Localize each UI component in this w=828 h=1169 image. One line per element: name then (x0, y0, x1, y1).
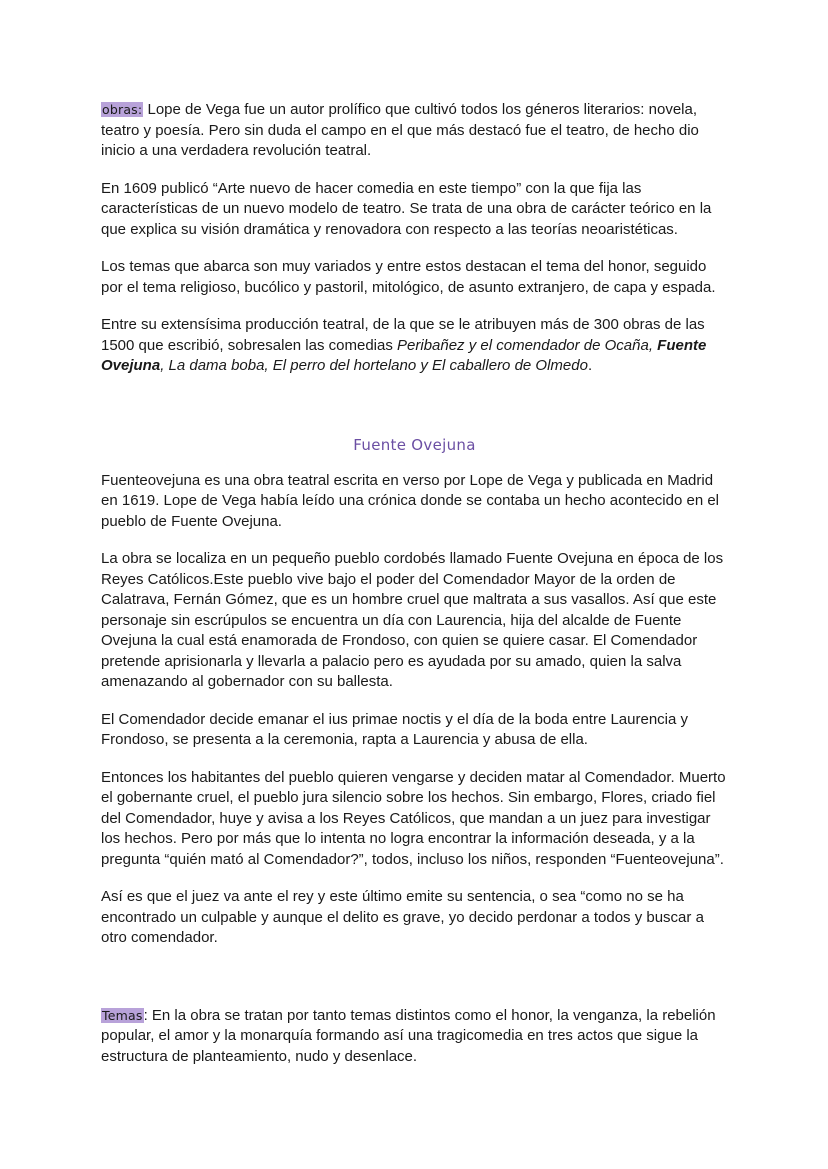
obras-paragraph-3: Los temas que abarca son muy variados y entre estos destacan el tema del honor, seguido por el tema religioso, bucólico y pastoril, mitológico, de asunto extranjero, de capa y espada. (101, 258, 716, 296)
fuente-paragraph-2: La obra se localiza en un pequeño pueblo cordobés llamado Fuente Ovejuna en época de los Reyes Católicos.Este pueblo vive bajo el poder del Comendador Mayor de la orden de Calatrava, Fernán Gómez, que es un hombre cruel que maltrata a sus vasallos. Así que este personaje sin escrúpulos se encuentra un día con Laurencia, hija del alcalde de Fuente Ovejuna la cual está enamorada de Frondoso, con quien se quiere casar. El Comendador pretende aprisionarla y llevarla a palacio pero es ayudada por su amado, quien la salva amenazando al gobernador con su ballesta. (101, 550, 724, 690)
temas-text: : En la obra se tratan por tanto temas distintos como el honor, la venganza, la rebelión popular, el amor y la monarquía formando así una tragicomedia en tres actos que sigue la estructura de planteamiento, nudo y desenlace. (101, 1006, 716, 1065)
obras-p4-italic1: Peribañez y el comendador de Ocaña, (397, 336, 658, 354)
obras-p4-start: Entre su extensísima producción teatral, de la que se le atribuyen más de 300 obras de las 1500 que escribió, sobresalen las comedias (101, 316, 705, 354)
fuente-paragraph-3: El Comendador decide emanar el ius primae noctis y el día de la boda entre Laurencia y Frondoso, se presenta a la ceremonia, rapta a Laurencia y abusa de ella. (101, 710, 689, 748)
fuente-paragraph-4: Entonces los habitantes del pueblo quieren vengarse y deciden matar al Comendador. Muerto el gobernante cruel, el pueblo jura silencio sobre los hechos. Sin embargo, Flores, criado fiel del Comendador, huye y avisa a los Reyes Católicos, que mandan a un juez para investigar los hechos. Pero por más que lo intenta no logra encontrar la información deseada, y a la pregunta “quién mató al Comendador?”, todos, incluso los niños, responden “Fuenteovejuna”. (101, 768, 726, 868)
temas-label-highlight: Temas (102, 1007, 143, 1023)
fuente-paragraph-1: Fuenteovejuna es una obra teatral escrita en verso por Lope de Vega y publicada en Madrid en 1619. Lope de Vega había leído una crónica donde se contaba un hecho acontecido en el pueblo de Fuente Ovejuna. (101, 471, 720, 530)
obras-p4-bold-title: Fuente Ovejuna (101, 336, 707, 374)
section-title-fuente-ovejuna: Fuente Ovejuna (353, 435, 476, 454)
obras-paragraph-1 (101, 100, 728, 162)
obras-paragraph-2: En 1609 publicó “Arte nuevo de hacer comedia en este tiempo” con la que fija las características de un nuevo modelo de teatro. Se trata de una obra de carácter teórico en la que explica su visión dramática y renovadora con respecto a las teorías neoaristéticas. (101, 179, 712, 238)
obras-p1-text: Lope de Vega fue un autor prolífico que cultivó todos los géneros literarios: novela, teatro y poesía. Pero sin duda el campo en el que más destacó fue el teatro, de hecho dio inicio a una verdadera revolución teatral. (101, 101, 699, 159)
obras-paragraph-4 (101, 315, 728, 377)
obras-p4-end: . (587, 357, 593, 374)
temas-paragraph (101, 1006, 728, 1068)
obras-p4-italic2: , La dama boba, El perro del hortelano y El caballero de Olmedo (160, 357, 588, 374)
spacer (101, 966, 728, 1006)
obras-label-highlight: obras: (102, 102, 143, 117)
fuente-paragraph-5: Así es que el juez va ante el rey y este último emite su sentencia, o sea “como no se ha encontrado un culpable y aunque el delito es grave, yo decido perdonar a todos y buscar a otro comendador. (101, 888, 704, 946)
